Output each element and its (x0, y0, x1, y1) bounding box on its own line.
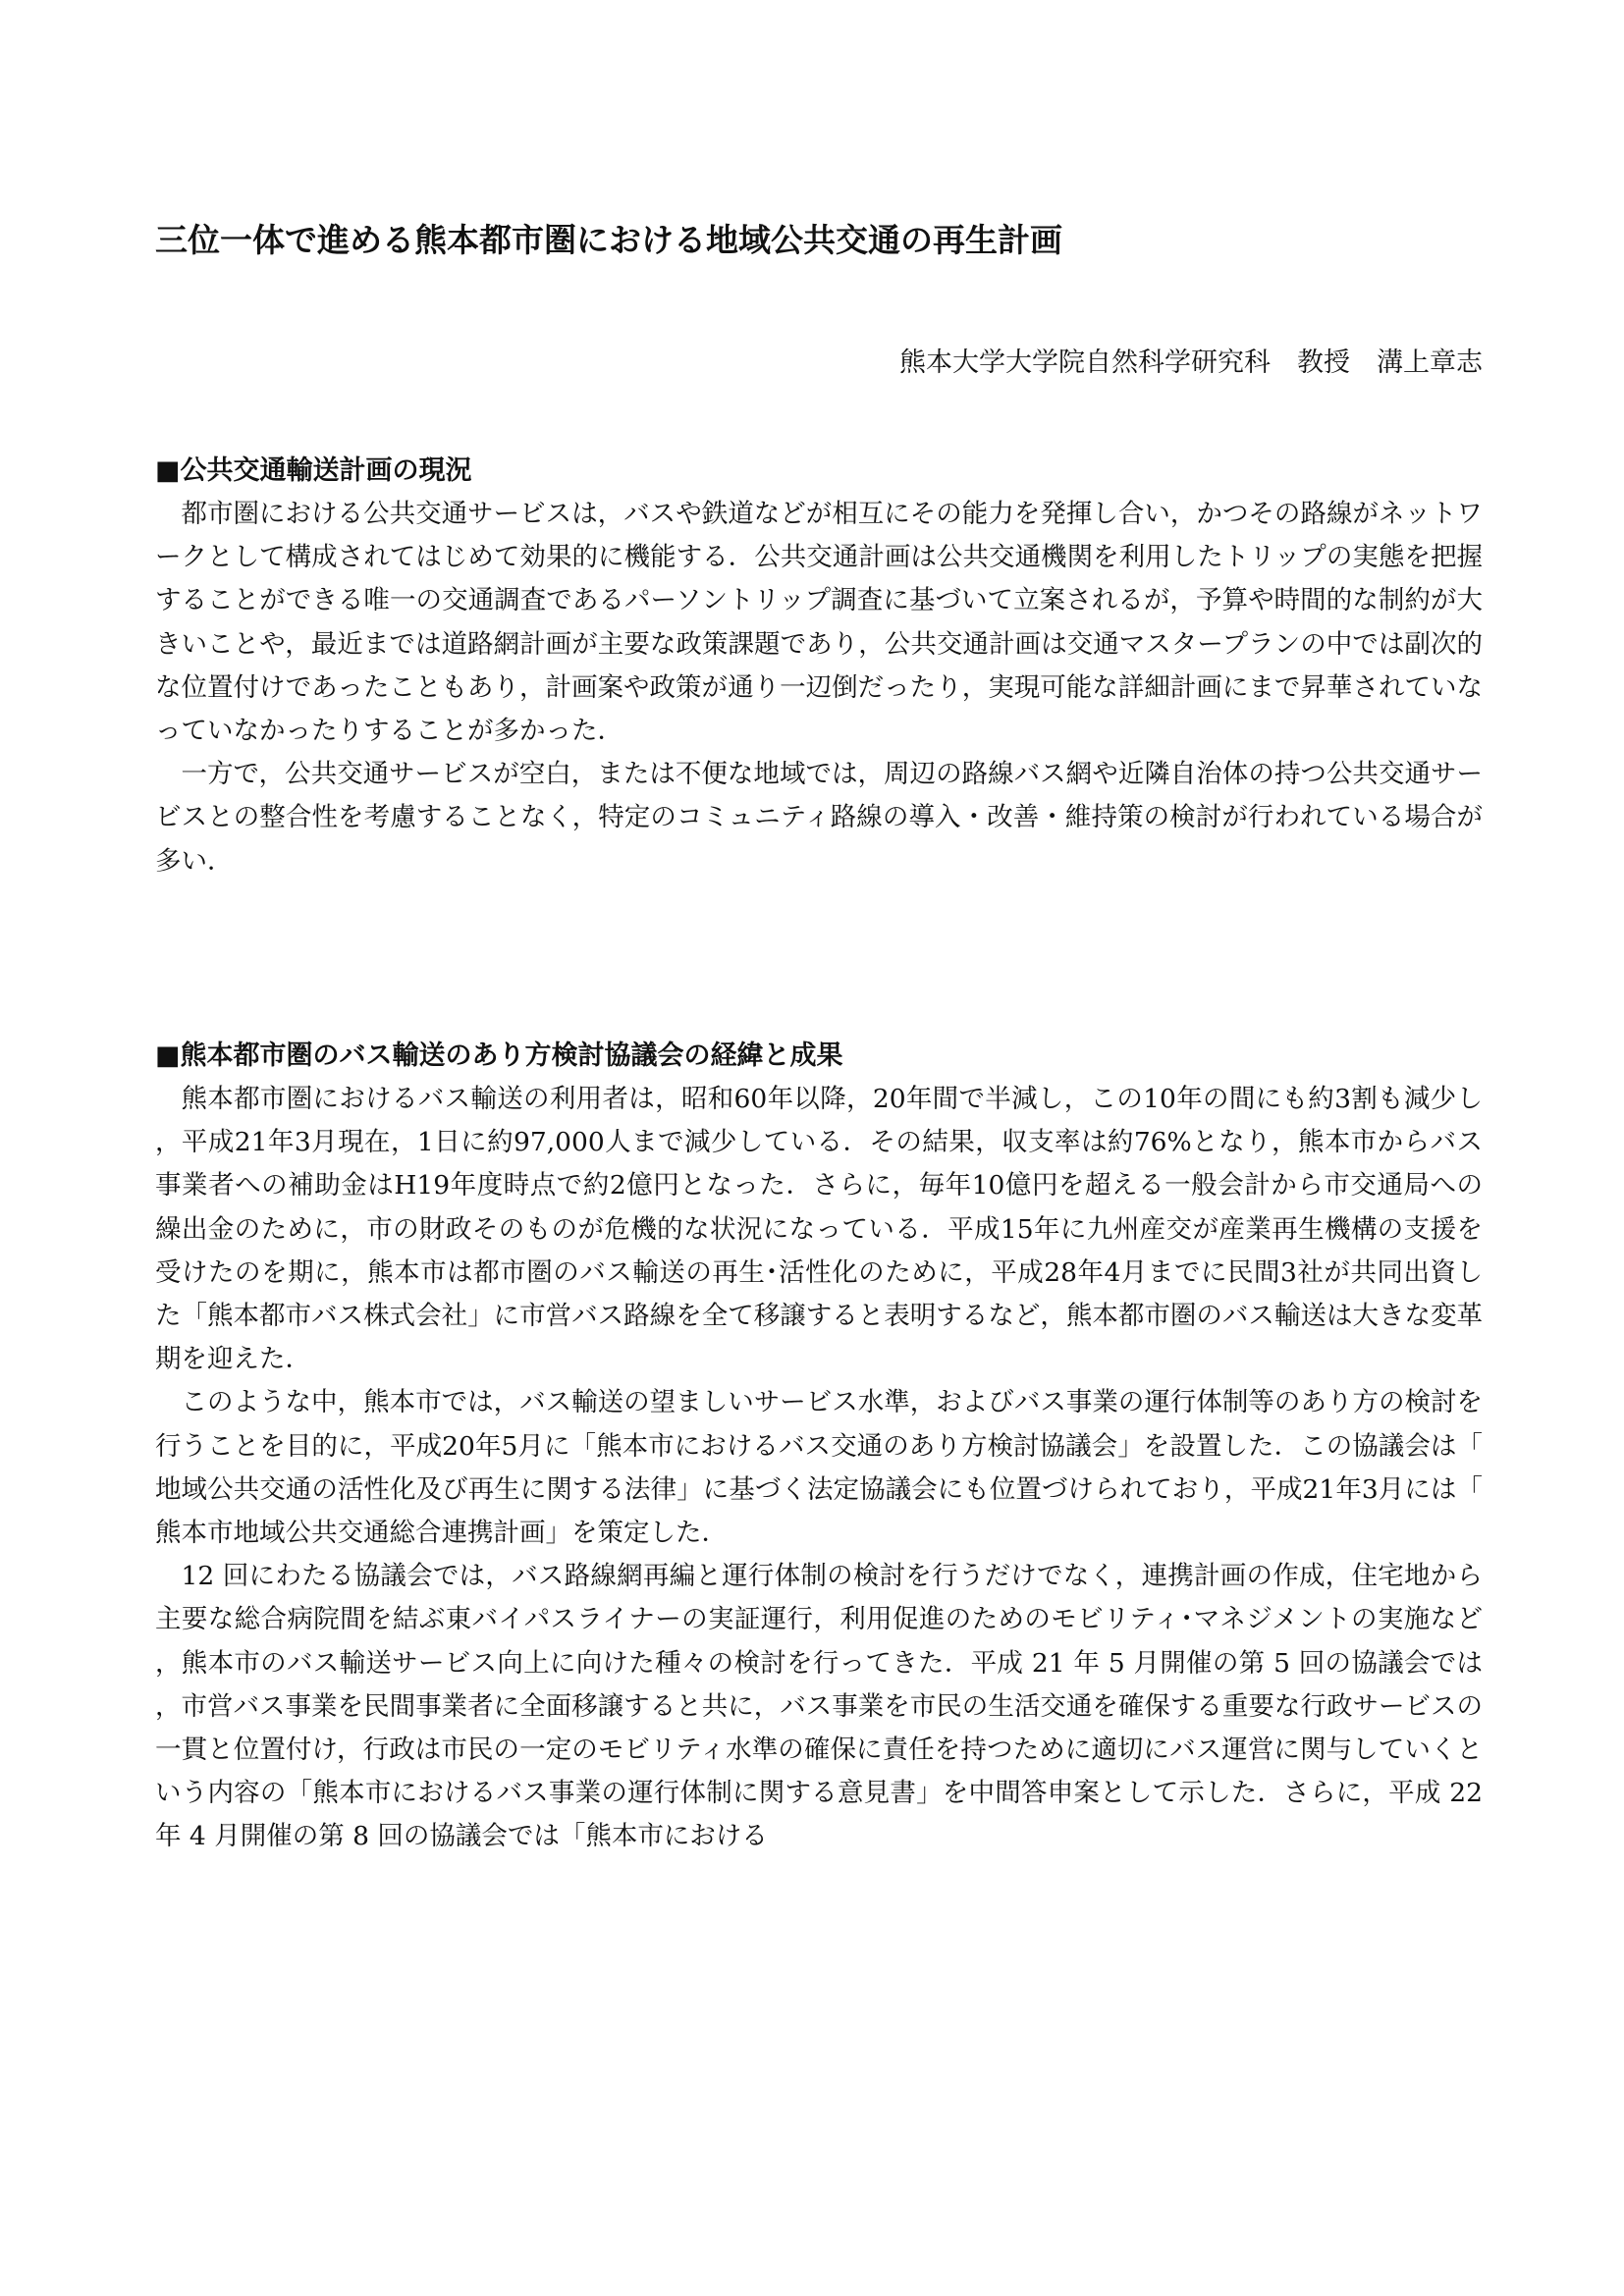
paragraph: 都市圏における公共交通サービスは，バスや鉄道などが相互にその能力を発揮し合い，かつその路線がネットワークとして構成されてはじめて効果的に機能する．公共交通計画は公共交通機関を利用したトリップの実態を把握することができる唯一の交通調査であるパーソントリップ調査に基づいて立案されるが，予算や時間的な制約が大きいことや，最近までは道路網計画が主要な政策課題であり，公共交通計画は交通マスタープランの中では副次的な位置付けであったこともあり，計画案や政策が通り一辺倒だったり，実現可能な詳細計画にまで昇華されていなっていなかったりすることが多かった． (155, 499, 1483, 747)
section-heading: ■熊本都市圏のバス輸送のあり方検討協議会の経緯と成果 (155, 1041, 843, 1071)
paragraph: 12 回にわたる協議会では，バス路線網再編と運行体制の検討を行うだけでなく，連携計画の作成，住宅地から主要な総合病院間を結ぶ東バイパスライナーの実証運行，利用促進のためのモビリティ･マネジメントの実施など，熊本市のバス輸送サービス向上に向けた種々の検討を行ってきた．平成 21 年 5 月開催の第 5 回の協議会では，市営バス事業を民間事業者に全面移譲すると共に，バス事業を市民の生活交通を確保する重要な行政サービスの一貫と位置付け，行政は市民の一定のモビリティ水準の確保に責任を持つために適切にバス運営に関与していくという内容の「熊本市におけるバス事業の運行体制に関する意見書」を中間答申案として示した．さらに，平成 22 年 4 月開催の第 8 回の協議会では「熊本市における (155, 1561, 1483, 1852)
document-page (155, 0, 1483, 2296)
paragraph: このような中，熊本市では，バス輸送の望ましいサービス水準，およびバス事業の運行体制等のあり方の検討を行うことを目的に，平成20年5月に「熊本市におけるバス交通のあり方検討協議会」を設置した．この協議会は「地域公共交通の活性化及び再生に関する法律」に基づく法定協議会にも位置づけられており，平成21年3月には「熊本市地域公共交通総合連携計画」を策定した． (155, 1387, 1483, 1549)
paragraph: 熊本都市圏におけるバス輸送の利用者は，昭和60年以降，20年間で半減し，この10年の間にも約3割も減少し，平成21年3月現在，1日に約97,000人まで減少している．その結果，収支率は約76%となり，熊本市からバス事業者への補助金はH19年度時点で約2億円となった．さらに，毎年10億円を超える一般会計から市交通局への繰出金のために，市の財政そのものが危機的な状況になっている．平成15年に九州産交が産業再生機構の支援を受けたのを期に，熊本市は都市圏のバス輸送の再生･活性化のために，平成28年4月までに民間3社が共同出資した「熊本都市バス株式会社」に市営バス路線を全て移譲すると表明するなど，熊本都市圏のバス輸送は大きな変革期を迎えた． (155, 1084, 1483, 1375)
author-affiliation: 熊本大学大学院自然科学研究科 教授 溝上章志 (899, 347, 1483, 378)
section-council-history (155, 1035, 1483, 1859)
document-title: 三位一体で進める熊本都市圏における地域公共交通の再生計画 (155, 221, 1062, 259)
section-current-status (155, 450, 1483, 883)
section-heading: ■公共交通輸送計画の現況 (155, 455, 472, 486)
paragraph: 一方で，公共交通サービスが空白，または不便な地域では，周辺の路線バス網や近隣自治体の持つ公共交通サービスとの整合性を考慮することなく，特定のコミュニティ路線の導入・改善・維持策の検討が行われている場合が多い． (155, 759, 1483, 877)
